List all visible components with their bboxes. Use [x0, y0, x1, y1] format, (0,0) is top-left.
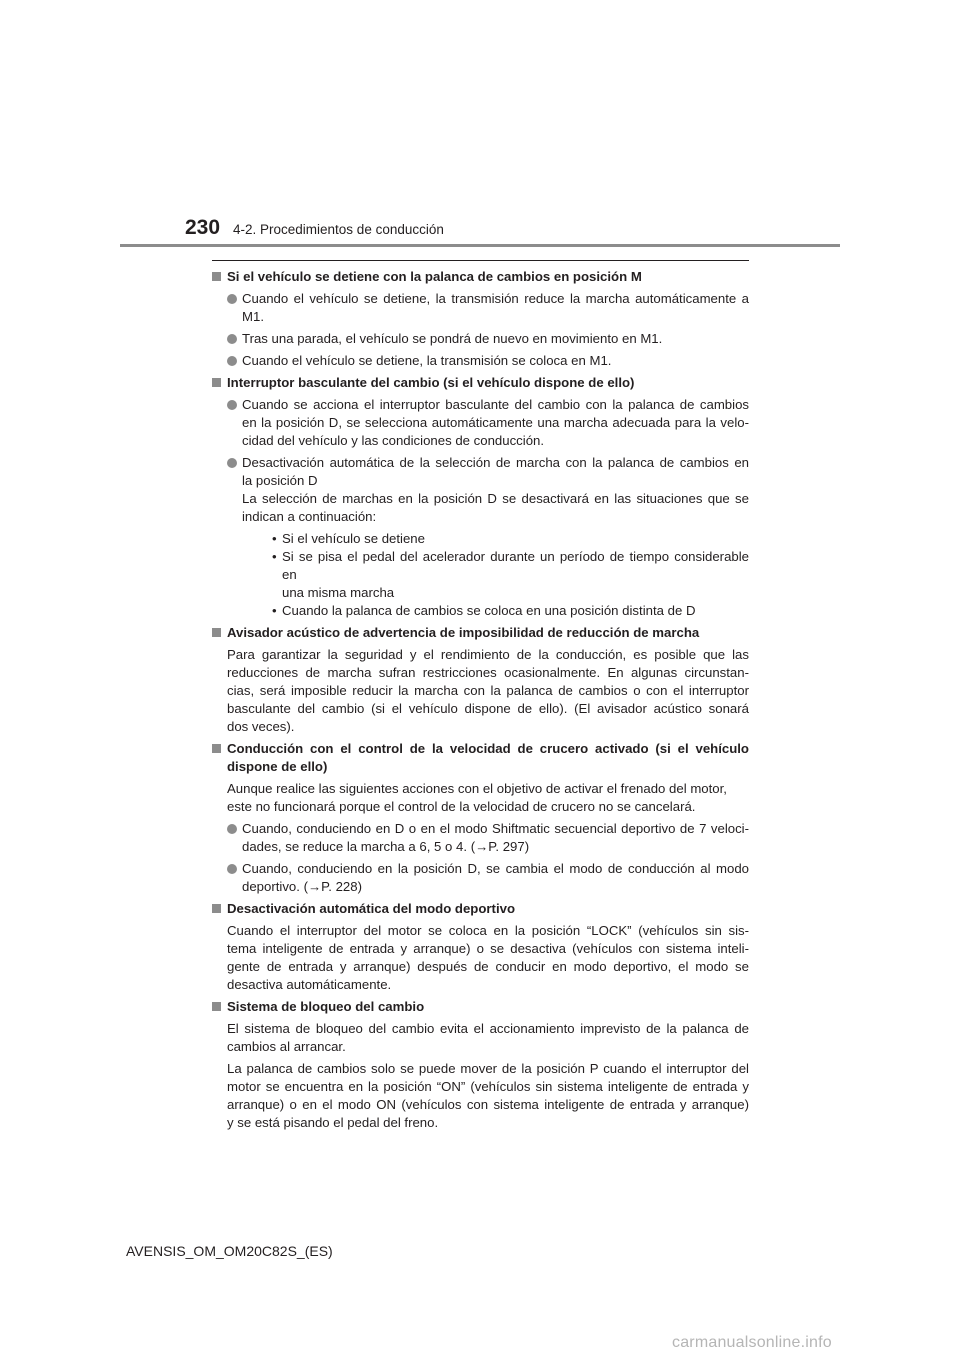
dot-bullet-icon: • [272, 549, 277, 564]
heading-text: Interruptor basculante del cambio (si el vehículo dispone de ello) [227, 375, 635, 390]
text-line: Desactivación automática de la selección de marcha con la palanca de cambios en [242, 455, 749, 470]
bullet-item [212, 330, 749, 348]
heading-text: Si el vehículo se detiene con la palanca de cambios en posición M [227, 269, 642, 284]
heading-rocker-switch [212, 374, 749, 392]
text-line: Cuando, conduciendo en D o en el modo Shiftmatic secuencial deportivo de 7 veloci- [242, 821, 749, 836]
paragraph [212, 1060, 749, 1132]
text-line: tema inteligente de entrada y arranque) o se desactiva (vehículos con sistema inteli- [227, 941, 749, 956]
bullet-item [212, 290, 749, 326]
heading-text: Desactivación automática del modo deportivo [227, 901, 515, 916]
circle-bullet-icon [227, 864, 237, 874]
text-line: Cuando el vehículo se detiene, la transmisión reduce la marcha automáticamente a [242, 291, 749, 306]
bullet-item [212, 820, 749, 856]
text-line: Tras una parada, el vehículo se pondrá de nuevo en movimiento en M1. [242, 331, 663, 346]
text-line: una misma marcha [282, 585, 395, 600]
text-line: este no funcionará porque el control de la velocidad de crucero no se cancelará. [227, 799, 696, 814]
page-content [212, 268, 749, 1136]
sub-list-item [242, 602, 749, 620]
heading-text: Avisador acústico de advertencia de imposibilidad de reducción de marcha [227, 625, 700, 640]
text-line: reducciones de marcha sufran restricciones ocasionalmente. En algunas circunstan- [227, 665, 749, 680]
sub-list [242, 530, 749, 620]
content-top-rule [212, 260, 749, 261]
text-line: M1. [242, 309, 264, 324]
paragraph [212, 1020, 749, 1056]
text-line: Si se pisa el pedal del acelerador durante un período de tiempo considerable en [282, 549, 749, 582]
text-line: cidad del vehículo y las condiciones de conducción. [242, 433, 545, 448]
text-line: desactiva automáticamente. [227, 977, 392, 992]
document-code: AVENSIS_OM_OM20C82S_(ES) [126, 1243, 333, 1259]
text-line: Cuando, conduciendo en la posición D, se cambia el modo de conducción al modo [242, 861, 749, 876]
bullet-item [212, 860, 749, 896]
dot-bullet-icon: • [272, 603, 277, 618]
heading-text: Sistema de bloqueo del cambio [227, 999, 425, 1014]
bullet-item [212, 352, 749, 370]
text-line: en la posición D, se selecciona automáticamente una marcha adecuada para la velo- [242, 415, 749, 430]
square-bullet-icon [212, 628, 221, 637]
text-line: y se está pisando el pedal del freno. [227, 1115, 439, 1130]
text-line: la posición D [242, 473, 318, 488]
paragraph [212, 646, 749, 736]
text-line: Para garantizar la seguridad y el rendimiento de la conducción, es posible que las [227, 647, 749, 662]
sub-list-item [242, 530, 749, 548]
text-line: arranque) o en el modo ON (vehículos con sistema inteligente de entrada y arranque) [227, 1097, 749, 1112]
section-title: 4-2. Procedimientos de conducción [233, 222, 444, 237]
text-line: Cuando la palanca de cambios se coloca en una posición distinta de D [282, 603, 696, 618]
text-line: Aunque realice las siguientes acciones con el objetivo de activar el frenado del motor, [227, 781, 727, 796]
square-bullet-icon [212, 744, 221, 753]
text-line: gente de entrada y arranque) después de conducir en modo deportivo, el modo se [227, 959, 749, 974]
sub-list-item [242, 548, 749, 602]
bullet-item [212, 454, 749, 620]
bullet-item [212, 396, 749, 450]
heading-text: dispone de ello) [227, 759, 328, 774]
text-line: La palanca de cambios solo se puede mover de la posición P cuando el interruptor del [227, 1061, 749, 1076]
circle-bullet-icon [227, 294, 237, 304]
heading-cruise-control [212, 740, 749, 776]
heading-text: Conducción con el control de la velocidad de crucero activado (si el vehículo [227, 741, 749, 756]
text-line: Cuando el interruptor del motor se coloca en la posición “LOCK” (vehículos sin sis- [227, 923, 749, 938]
paragraph [212, 780, 749, 816]
heading-shift-lock [212, 998, 749, 1016]
page-number: 230 [185, 216, 221, 239]
heading-sport-mode-off [212, 900, 749, 918]
text-line: cias, será imposible reducir la marcha con la palanca de cambios o con el interruptor [227, 683, 749, 698]
watermark-link[interactable]: carmanualsonline.info [672, 1334, 832, 1351]
circle-bullet-icon [227, 824, 237, 834]
text-line: dades, se reduce la marcha a 6, 5 o 4. (→P. 297) [242, 839, 530, 854]
circle-bullet-icon [227, 400, 237, 410]
text-line: basculante del cambio (si el vehículo dispone de ello). (El avisador acústico sonará [227, 701, 749, 716]
text-line: dos veces). [227, 719, 295, 734]
text-line: Si el vehículo se detiene [282, 531, 425, 546]
square-bullet-icon [212, 904, 221, 913]
square-bullet-icon [212, 272, 221, 281]
text-line: Cuando el vehículo se detiene, la transmisión se coloca en M1. [242, 353, 612, 368]
heading-downshift-buzzer [212, 624, 749, 642]
paragraph [212, 922, 749, 994]
circle-bullet-icon [227, 334, 237, 344]
text-line: La selección de marchas en la posición D se desactivará en las situaciones que se [242, 491, 749, 506]
text-line: deportivo. (→P. 228) [242, 879, 362, 894]
heading-stop-in-m [212, 268, 749, 286]
square-bullet-icon [212, 1002, 221, 1011]
text-line: Cuando se acciona el interruptor basculante del cambio con la palanca de cambios [242, 397, 749, 412]
dot-bullet-icon: • [272, 531, 277, 546]
text-line: cambios al arrancar. [227, 1039, 346, 1054]
text-line: El sistema de bloqueo del cambio evita el accionamiento imprevisto de la palanca de [227, 1021, 749, 1036]
text-line: motor se encuentra en la posición “ON” (vehículos sin sistema inteligente de entrada y [227, 1079, 749, 1094]
circle-bullet-icon [227, 356, 237, 366]
header-rule [120, 244, 840, 247]
text-line: indican a continuación: [242, 509, 377, 524]
square-bullet-icon [212, 378, 221, 387]
circle-bullet-icon [227, 458, 237, 468]
